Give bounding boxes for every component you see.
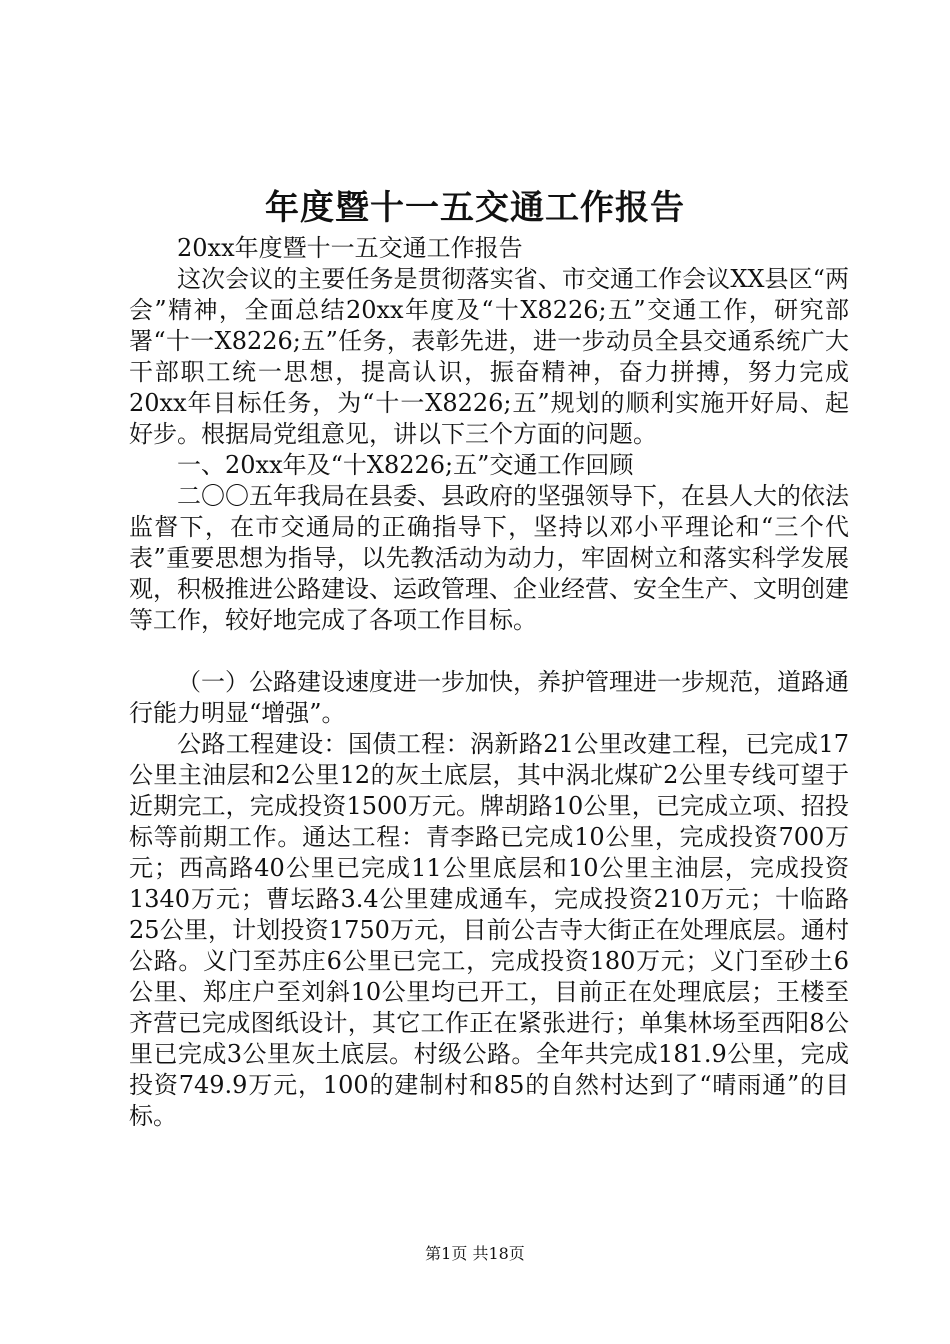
paragraph-spacer — [129, 636, 849, 667]
document-title: 年度暨十一五交通工作报告 — [265, 188, 685, 228]
paragraph-intro: 这次会议的主要任务是贯彻落实省、市交通工作会议XX县区“两会”精神，全面总结20xx年度及“十X8226;五”交通工作，研究部署“十一X8226;五”任务，表彰先进，进一步动员全县交通系统广大干部职工统一思想，提高认识，振奋精神，奋力拼搏，努力完成20xx年目标任务，为“十一X8226;五”规划的顺利实施开好局、起好步。根据局党组意见，讲以下三个方面的问题。 — [129, 265, 849, 448]
page-number-footer: 第1页 共18页 — [425, 1244, 525, 1263]
paragraph-road-construction: 公路工程建设：国债工程：涡新路21公里改建工程，已完成17公里主油层和2公里12的灰土底层，其中涡北煤矿2公里专线可望于近期完工，完成投资1500万元。牌胡路10公里，已完成立项、招投标等前期工作。通达工程：青李路已完成10公里，完成投资700万元；西高路40公里已完成11公里底层和10公里主油层，完成投资1340万元；曹坛路3.4公里建成通车，完成投资210万元；十临路25公里，计划投资1750万元，目前公吉寺大街正在处理底层。通村公路。义门至苏庄6公里已完工，完成投资180万元；义门至砂土6公里、郑庄户至刘斜10公里均已开工，目前正在处理底层；王楼至齐营已完成图纸设计，其它工作正在紧张进行；单集林场至西阳8公里已完成3公里灰土底层。村级公路。全年共完成181.9公里，完成投资749.9万元，100的建制村和85的自然村达到了“晴雨通”的目标。 — [129, 730, 849, 1130]
subsection-heading-roads: （一）公路建设速度进一步加快，养护管理进一步规范，道路通行能力明显“增强”。 — [129, 668, 849, 727]
document-body — [129, 233, 849, 1132]
paragraph-report-heading: 20xx年度暨十一五交通工作报告 — [177, 234, 523, 262]
paragraph-overview: 二〇〇五年我局在县委、县政府的坚强领导下，在县人大的依法监督下，在市交通局的正确指导下，坚持以邓小平理论和“三个代表”重要思想为指导，以先教活动为动力，牢固树立和落实科学发展观，积极推进公路建设、运政管理、企业经营、安全生产、文明创建等工作，较好地完成了各项工作目标。 — [129, 482, 849, 634]
section-heading-review: 一、20xx年及“十X8226;五”交通工作回顾 — [177, 451, 634, 479]
